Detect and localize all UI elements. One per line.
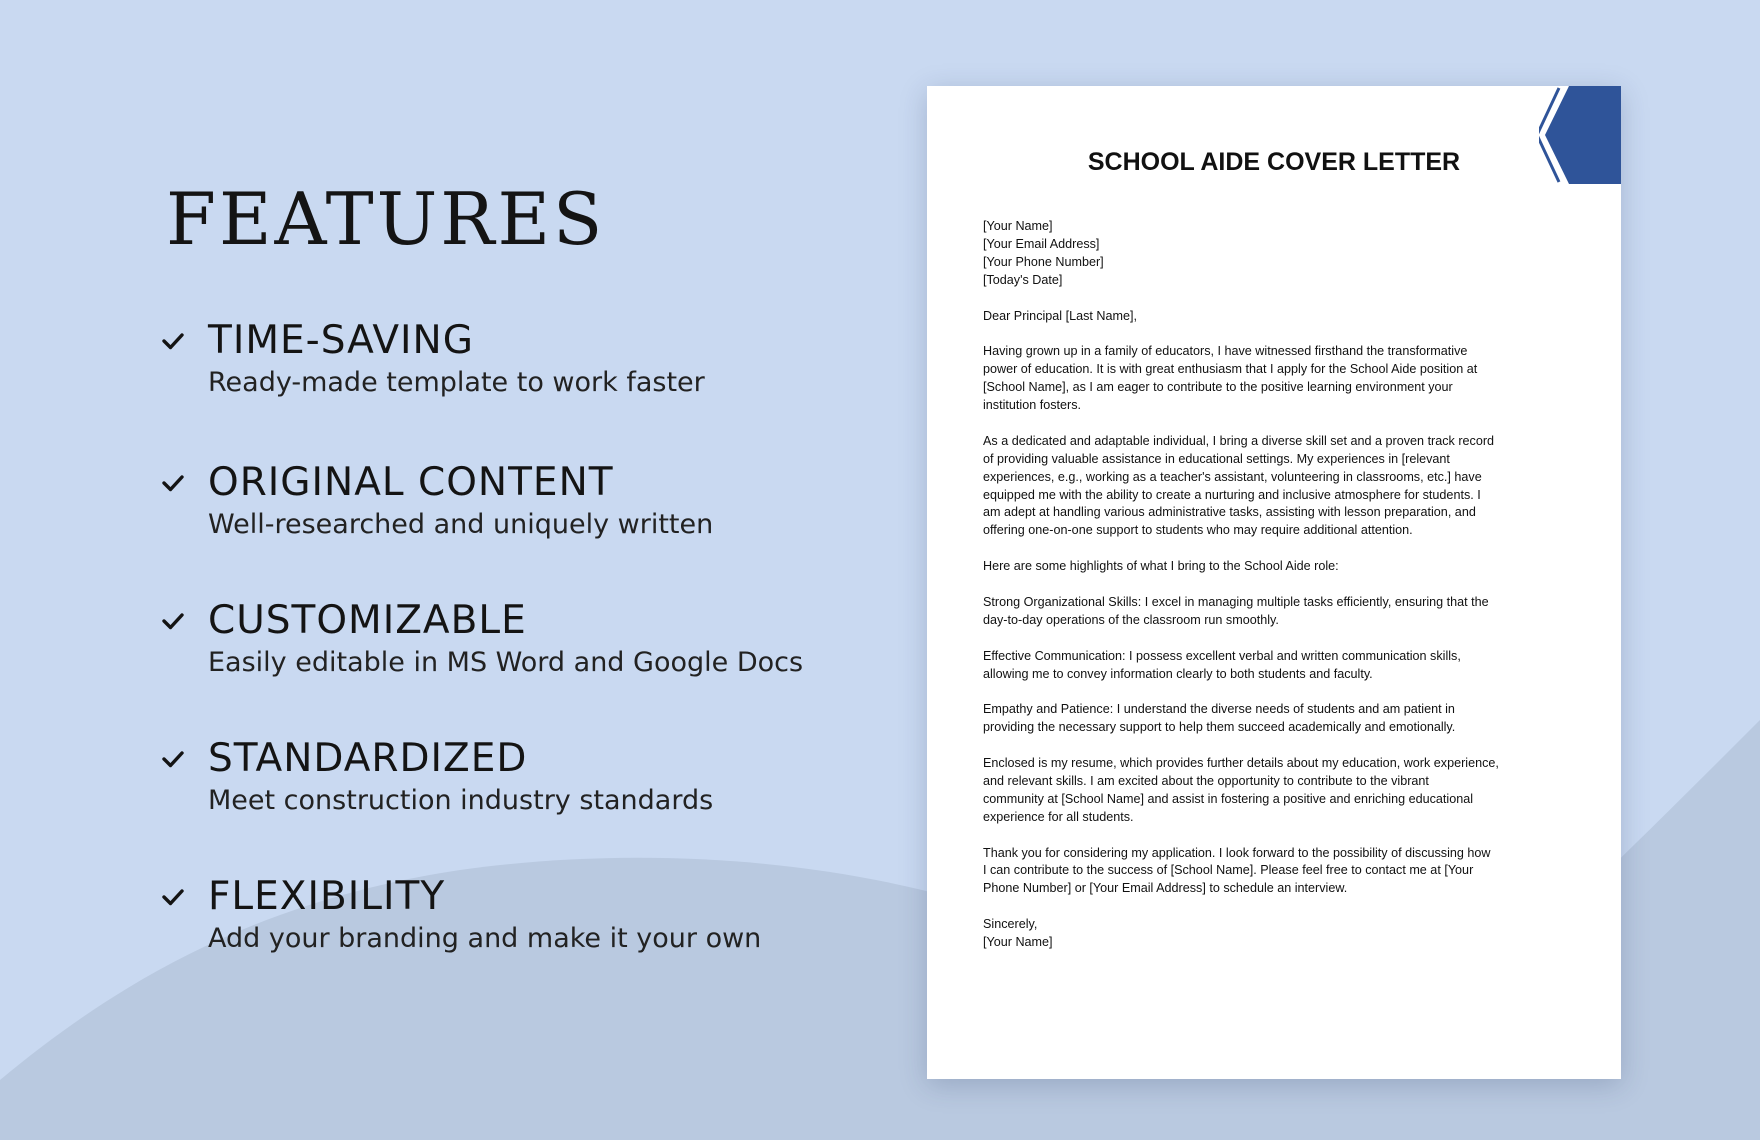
paragraph-thank-you [983,845,1553,899]
checkmark-icon [160,608,186,634]
checkmark-icon [160,746,186,772]
paragraph-line: am adept at handling various administrative tasks, assisting with lesson preparation, and [983,505,1476,520]
paragraph-line: offering one-on-one support to students who may require additional attention. [983,523,1413,538]
paragraph-line: experience for all students. [983,809,1134,824]
closing-sign-off: Sincerely, [983,917,1038,932]
paragraph-line: Strong Organizational Skills: I excel in managing multiple tasks efficiently, ensuring that the [983,594,1489,609]
feature-heading: CUSTOMIZABLE [208,598,527,643]
feature-description: Add your branding and make it your own [208,923,762,954]
sender-email: [Your Email Address] [983,236,1100,251]
checkmark-icon [160,884,186,910]
paragraph-line: Here are some highlights of what I bring to the School Aide role: [983,559,1339,574]
paragraph-experience [983,433,1553,540]
paragraph-highlights-intro [983,558,1553,576]
paragraph-line: experiences, e.g., working as a teacher's assistant, volunteering in classrooms, etc.] have [983,469,1482,484]
feature-original-content [160,462,880,562]
paragraph-line: Effective Communication: I possess excellent verbal and written communication skills, [983,648,1461,663]
feature-standardized [160,738,880,838]
feature-heading: FLEXIBILITY [208,874,446,919]
sender-info [983,218,1553,290]
document-preview [927,86,1621,1079]
checkmark-icon [160,328,186,354]
paragraph-line: community at [School Name] and assist in fostering a positive and enriching educational [983,791,1474,806]
sender-name: [Your Name] [983,219,1053,233]
feature-description: Well-researched and uniquely written [208,509,714,540]
feature-customizable [160,600,880,700]
feature-heading: STANDARDIZED [208,736,528,781]
paragraph-line: Empathy and Patience: I understand the diverse needs of students and am patient in [983,702,1455,717]
paragraph-line: equipped me with the ability to create a nurturing and inclusive atmosphere for students. I [983,487,1481,502]
paragraph-intro [983,343,1553,415]
checkmark-icon [160,470,186,496]
paragraph-line: [School Name], as I am eager to contribute to the positive learning environment your [983,380,1453,395]
paragraph-line: Phone Number] or [Your Email Address] to schedule an interview. [983,881,1348,896]
letter-date: [Today's Date] [983,272,1063,287]
paragraph-line: providing the necessary support to help them succeed academically and emotionally. [983,720,1456,735]
feature-description: Meet construction industry standards [208,785,714,816]
paragraph-line: power of education. It is with great enthusiasm that I apply for the School Aide position at [983,362,1478,377]
paragraph-enclosed-resume [983,755,1553,827]
paragraph-line: of providing valuable assistance in educational settings. My experiences in [relevant [983,451,1450,466]
paragraph-line: day-to-day operations of the classroom run smoothly. [983,612,1279,627]
paragraph-line: Enclosed is my resume, which provides further details about my education, work experience, [983,756,1499,771]
paragraph-line: allowing me to convey information clearly to both students and faculty. [983,666,1373,681]
feature-description: Easily editable in MS Word and Google Docs [208,647,804,678]
paragraph-line: institution fosters. [983,398,1081,413]
feature-heading: TIME-SAVING [208,318,474,363]
paragraph-line: Having grown up in a family of educators, I have witnessed firsthand the transformative [983,344,1468,359]
feature-description: Ready-made template to work faster [208,367,705,398]
closing [983,916,1553,952]
paragraph-line: I can contribute to the success of [School Name]. Please feel free to contact me at [Your [983,863,1474,878]
feature-heading: ORIGINAL CONTENT [208,460,614,505]
document-title: SCHOOL AIDE COVER LETTER [1087,148,1461,176]
paragraph-line: Thank you for considering my application. I look forward to the possibility of discussing how [983,845,1491,860]
paragraph-empathy [983,701,1553,737]
closing-name: [Your Name] [983,935,1053,950]
paragraph-organizational-skills [983,594,1553,630]
paragraph-line: As a dedicated and adaptable individual, I bring a diverse skill set and a proven track record [983,433,1495,448]
salutation [983,308,1553,326]
sender-phone: [Your Phone Number] [983,254,1104,269]
paragraph-line: and relevant skills. I am excited about the opportunity to contribute to the vibrant [983,773,1429,788]
features-title: FEATURES [166,177,606,261]
feature-flexibility [160,876,880,976]
salutation-text: Dear Principal [Last Name], [983,308,1137,323]
paragraph-communication [983,648,1553,684]
feature-time-saving [160,320,880,420]
letter-body [983,218,1553,970]
